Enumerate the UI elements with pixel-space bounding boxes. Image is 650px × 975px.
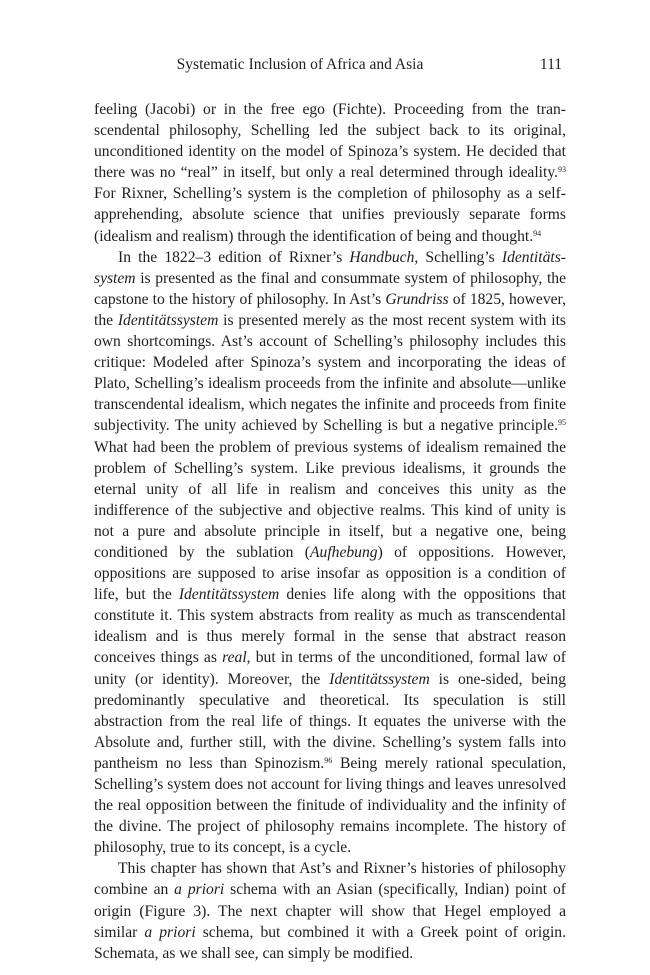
footnote-marker: 93 [558,165,566,175]
page-number: 111 [539,56,562,73]
italic-term: a priori [144,923,196,941]
body-text [94,99,566,964]
text-run: What had been the problem of previous systems of idealism remained the problem of Schelling’s system. Like previous idealisms, it grounds the eternal unity of all life in realism and conceives this unity as the indifference of the subjective and objective realms. This kind of unity is not a pure and absolute principle in itself, but a negative one, being conditioned by the sublation ( [94,438,566,561]
footnote-marker: 96 [324,755,333,765]
text-run: feeling (Jacobi) or in the free ego (Fichte). Proceeding from the transcendental philosophy, Schelling led the subject back to its original, unconditioned identity on the model of Spinoza’s system. He decided that there was no “real” in itself, but only a real determined through ideality. [94,101,566,182]
italic-term: Handbuch [349,248,415,266]
text-run: is presented merely as the most recent system with its own shortcomings. Ast’s account of Schelling’s philosophy includes this critique: Modeled after Spinoza’s system and incorporating the ideas of Plato, Schelling’s idealism proceeds from the infinite and absolute—unlike transcendental idealism, which negates the infinite and proceeds from finite subjectivity. The unity achieved by Schelling is but a negative principle. [94,311,567,435]
italic-term: real [222,649,247,667]
italic-term: a priori [174,881,225,899]
text-run: schema with an Asian (specifically, Indian) point of origin (Figure 3). The next chapter will show that Hegel employed a similar [94,881,566,941]
text-run: In the 1822–3 edition of Rixner’s [118,248,350,266]
text-run: ) of oppositions. However, oppositions are supposed to arise insofar as opposition is a condition of life, but the [94,543,566,604]
paragraph [94,247,566,859]
text-run: Being merely rational speculation, Schelling’s system does not account for living things and leaves unresolved the real opposition between the finitude of individuality and the infinity of the divine. The project of philosophy remains incomplete. The history of philosophy, true to its concept, is a cycle. [94,754,566,857]
italic-term: Grundriss [385,290,449,308]
running-title: Systematic Inclusion of Africa and Asia [176,56,424,73]
text-run: is presented as the final and consummate system of philosophy, the capstone to the history of philosophy. In Ast’s [94,269,566,308]
text-run: is one-sided, being predominantly speculative and theoretical. Its speculation is still abstraction from the real life of things. It equates the universe with the Absolute and, further still, with the divine. Schelling’s system falls into pantheism no less than Spinozism. [94,670,567,772]
text-run: of 1825, however, the [94,290,567,329]
paragraph [94,99,566,247]
text-run: denies life along with the oppositions that constitute it. This system abstracts from reality as much as transcendental idealism and is thus merely formal in the sense that abstract reason conceives things as [94,586,566,667]
italic-term: Identitätssystem [178,586,280,604]
text-run: , but in terms of the unconditioned, formal law of unity (or identity). Moreover, the [94,649,566,688]
footnote-marker: 95 [558,418,566,428]
text-run: schema, but combined it with a Greek point of origin. Schemata, as we shall see, can simply be modified. [94,923,567,962]
footnote-marker: 94 [533,228,542,238]
running-header [94,56,566,78]
book-page [94,56,566,964]
text-run: For Rixner, Schelling’s system is the completion of philosophy as a self-apprehending, absolute science that unifies previously separate forms (idealism and realism) through the identification of being and thought. [94,185,566,245]
text-run: This chapter has shown that Ast’s and Rixner’s histories of philosophy combine an [94,860,566,899]
italic-term: Identitätssystem [329,670,430,688]
paragraph [94,858,566,963]
italic-term: Aufhebung [310,543,378,561]
italic-term: Identitätssystem [117,311,219,329]
text-run: , Schelling’s [414,248,502,266]
italic-term: Identitätssystem [94,248,566,287]
